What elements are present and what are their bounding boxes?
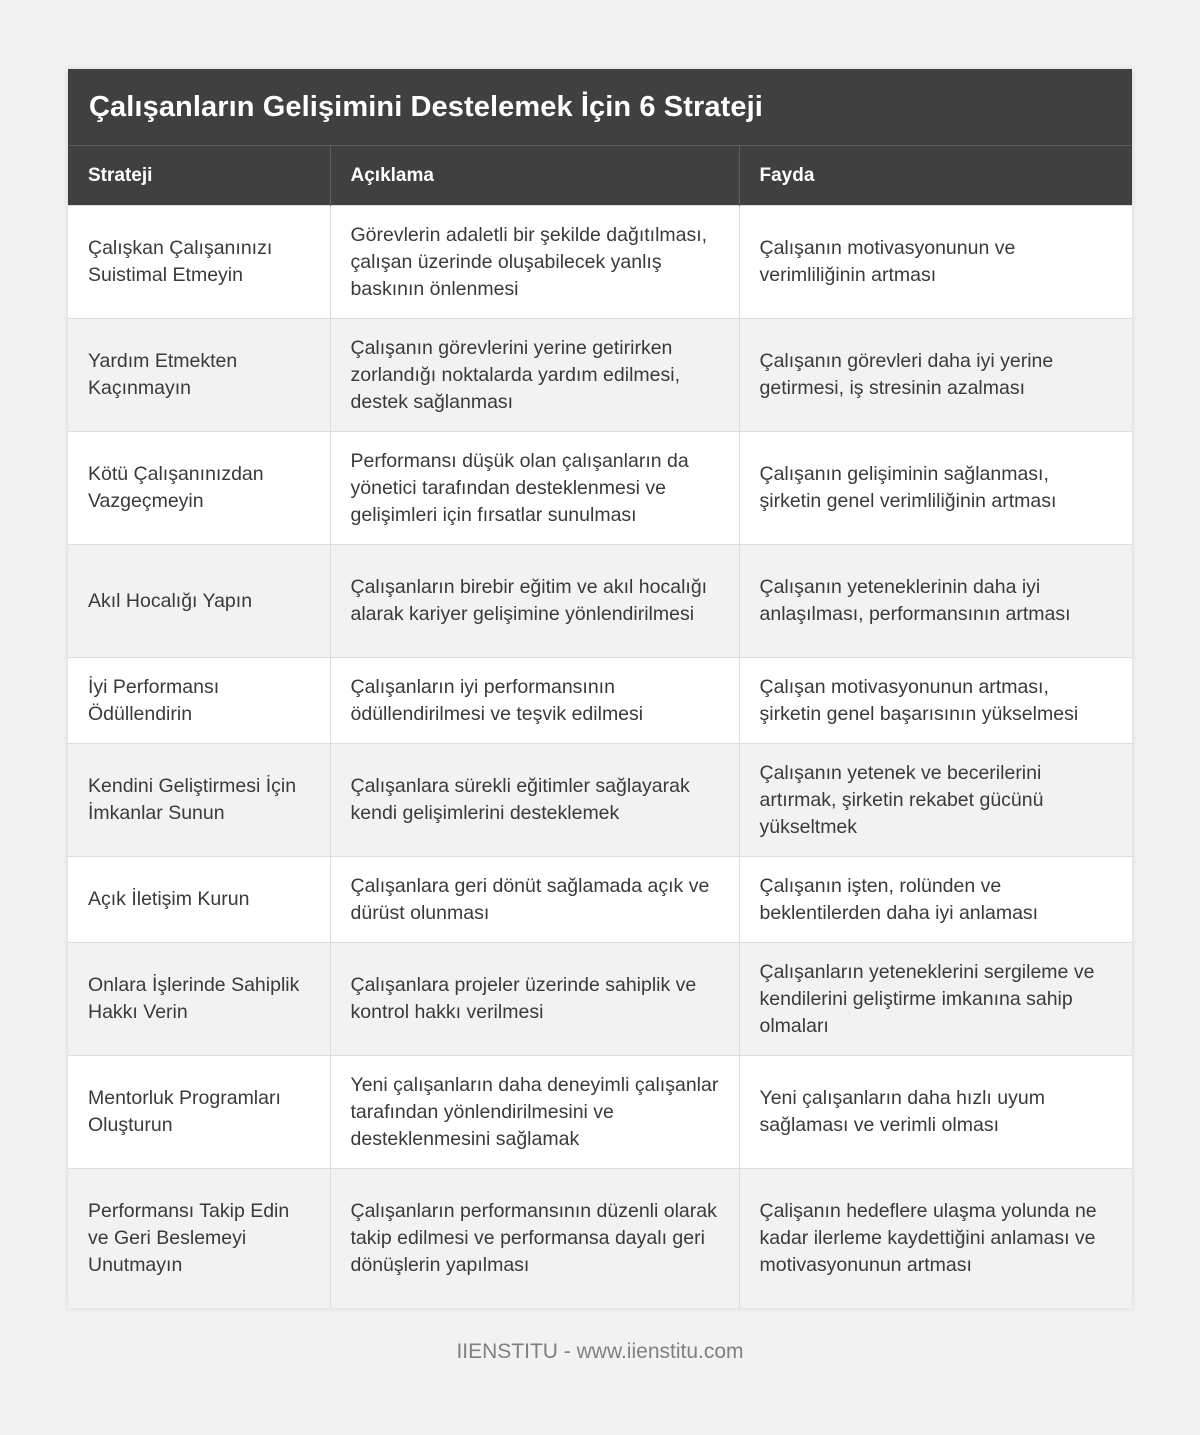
cell-strategy: Kötü Çalışanınızdan Vazgeçmeyin	[68, 432, 330, 545]
cell-benefit: Yeni çalışanların daha hızlı uyum sağlaması ve verimli olması	[739, 1056, 1132, 1169]
cell-description: Çalışanlara projeler üzerinde sahiplik ve kontrol hakkı verilmesi	[330, 943, 739, 1056]
cell-description: Çalışanların iyi performansının ödüllendirilmesi ve teşvik edilmesi	[330, 658, 739, 744]
cell-strategy: Açık İletişim Kurun	[68, 857, 330, 943]
cell-strategy: Kendini Geliştirmesi İçin İmkanlar Sunun	[68, 744, 330, 857]
page-title: Çalışanların Gelişimini Destelemek İçin 6 Strateji	[89, 90, 763, 123]
cell-strategy: Performansı Takip Edin ve Geri Beslemeyi Unutmayın	[68, 1169, 330, 1308]
table-row	[68, 1169, 1132, 1308]
table-row	[68, 658, 1132, 744]
strategy-card	[68, 69, 1132, 1308]
cell-benefit: Çalişanın hedeflere ulaşma yolunda ne kadar ilerleme kaydettiğini anlaması ve motivasyonunun artması	[739, 1169, 1132, 1308]
cell-benefit: Çalışanın gelişiminin sağlanması, şirketin genel verimliliğinin artması	[739, 432, 1132, 545]
cell-description: Görevlerin adaletli bir şekilde dağıtılması, çalışan üzerinde oluşabilecek yanlış baskının önlenmesi	[330, 206, 739, 319]
cell-strategy: İyi Performansı Ödüllendirin	[68, 658, 330, 744]
cell-strategy: Akıl Hocalığı Yapın	[68, 545, 330, 658]
strategy-table	[68, 146, 1132, 1308]
cell-description: Çalışanların birebir eğitim ve akıl hocalığı alarak kariyer gelişimine yönlendirilmesi	[330, 545, 739, 658]
table-row	[68, 943, 1132, 1056]
cell-strategy: Mentorluk Programları Oluşturun	[68, 1056, 330, 1169]
table-row	[68, 744, 1132, 857]
cell-benefit: Çalışanların yeteneklerini sergileme ve kendilerini geliştirme imkanına sahip olmaları	[739, 943, 1132, 1056]
cell-strategy: Onlara İşlerinde Sahiplik Hakkı Verin	[68, 943, 330, 1056]
table-row	[68, 1056, 1132, 1169]
column-header-benefit: Fayda	[739, 146, 1132, 206]
cell-description: Performansı düşük olan çalışanların da yönetici tarafından desteklenmesi ve gelişimleri için fırsatlar sunulması	[330, 432, 739, 545]
cell-description: Çalışanlara sürekli eğitimler sağlayarak kendi gelişimlerini desteklemek	[330, 744, 739, 857]
title-bar	[68, 69, 1132, 146]
table-row	[68, 857, 1132, 943]
column-header-strategy: Strateji	[68, 146, 330, 206]
cell-description: Çalışanların performansının düzenli olarak takip edilmesi ve performansa dayalı geri dönüşlerin yapılması	[330, 1169, 739, 1308]
cell-benefit: Çalışanın yeteneklerinin daha iyi anlaşılması, performansının artması	[739, 545, 1132, 658]
table-header-row	[68, 146, 1132, 206]
cell-benefit: Çalışanın işten, rolünden ve beklentilerden daha iyi anlaması	[739, 857, 1132, 943]
cell-benefit: Çalışan motivasyonunun artması, şirketin genel başarısının yükselmesi	[739, 658, 1132, 744]
cell-description: Çalışanın görevlerini yerine getirirken zorlandığı noktalarda yardım edilmesi, destek sağlanması	[330, 319, 739, 432]
cell-benefit: Çalışanın görevleri daha iyi yerine getirmesi, iş stresinin azalması	[739, 319, 1132, 432]
table-row	[68, 432, 1132, 545]
cell-description: Yeni çalışanların daha deneyimli çalışanlar tarafından yönlendirilmesini ve desteklenmesini sağlamak	[330, 1056, 739, 1169]
footer-credit: IIENSTITU - www.iienstitu.com	[456, 1340, 744, 1363]
cell-description: Çalışanlara geri dönüt sağlamada açık ve dürüst olunması	[330, 857, 739, 943]
cell-strategy: Çalışkan Çalışanınızı Suistimal Etmeyin	[68, 206, 330, 319]
table-row	[68, 319, 1132, 432]
table-row	[68, 206, 1132, 319]
cell-benefit: Çalışanın motivasyonunun ve verimliliğinin artması	[739, 206, 1132, 319]
cell-strategy: Yardım Etmekten Kaçınmayın	[68, 319, 330, 432]
cell-benefit: Çalışanın yetenek ve becerilerini artırmak, şirketin rekabet gücünü yükseltmek	[739, 744, 1132, 857]
column-header-description: Açıklama	[330, 146, 739, 206]
table-row	[68, 545, 1132, 658]
